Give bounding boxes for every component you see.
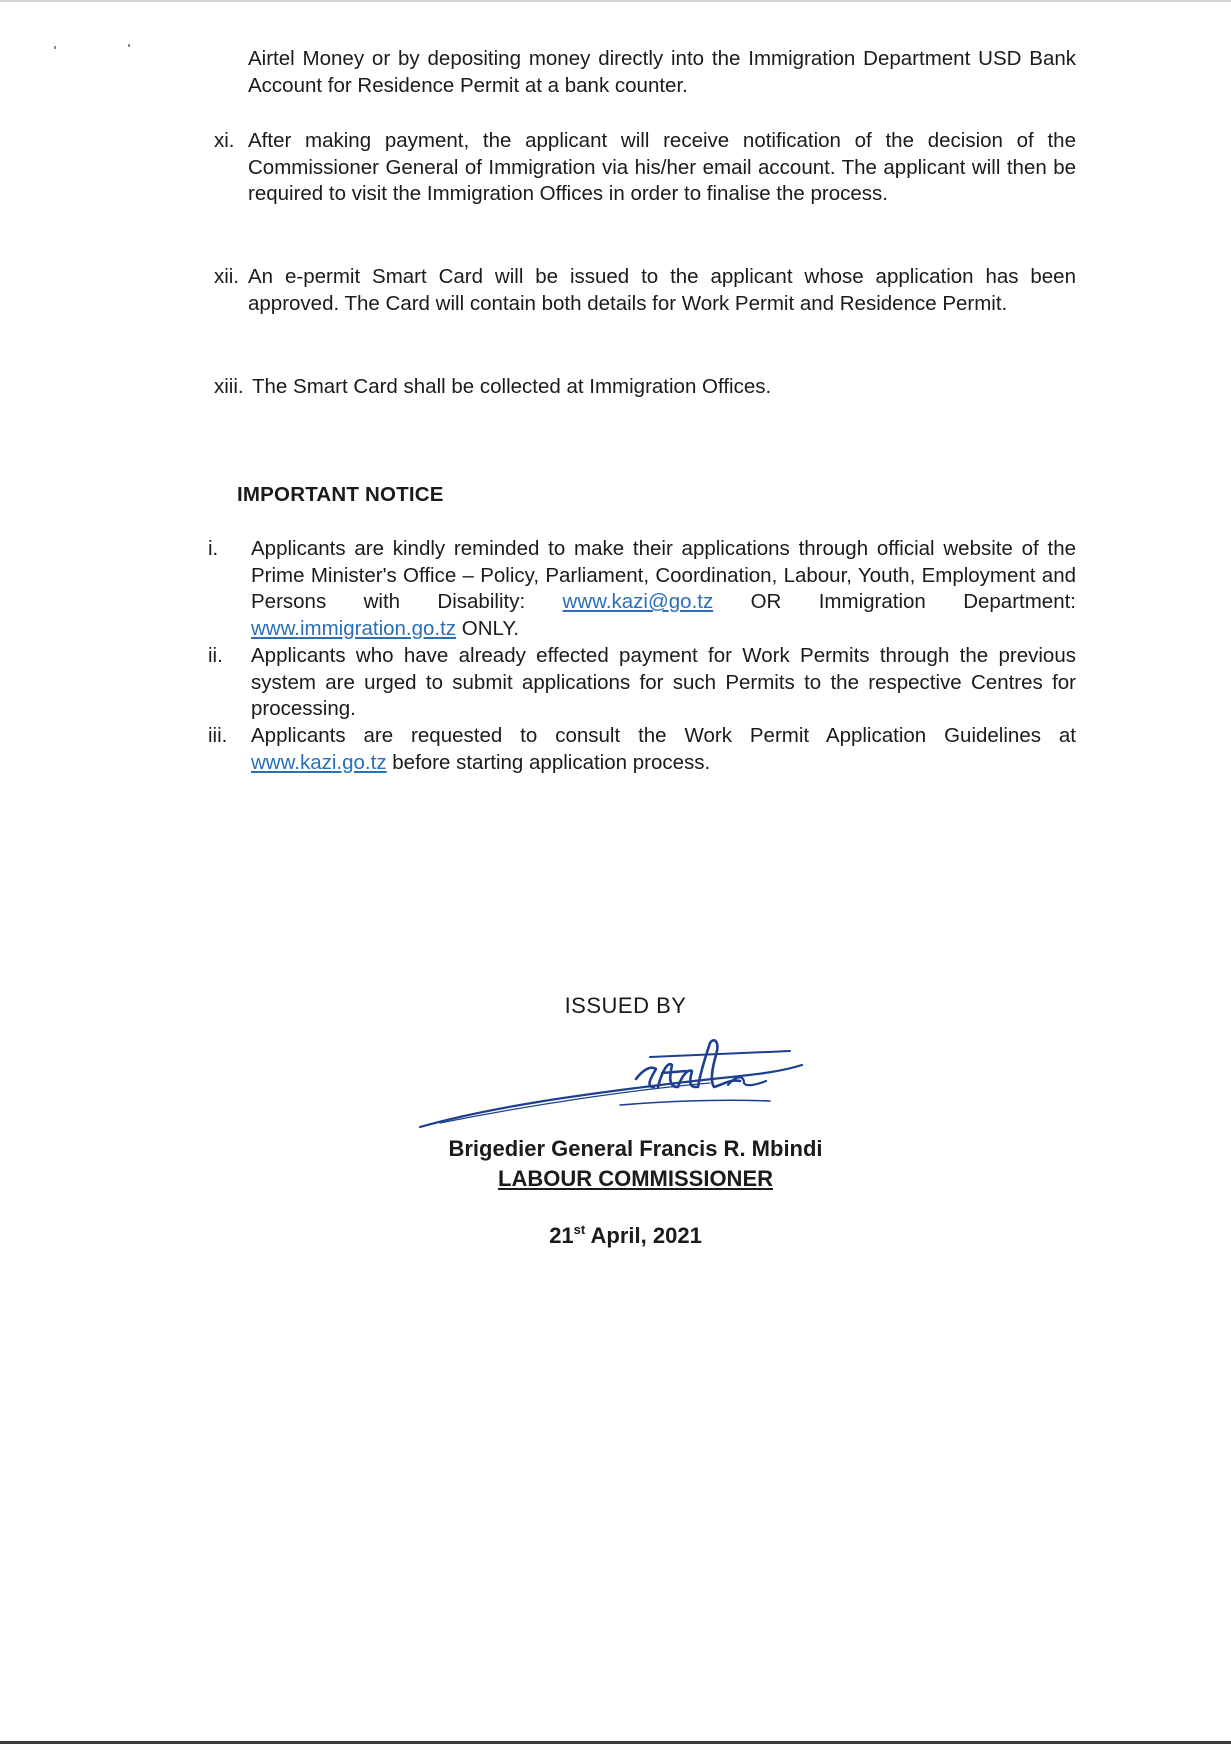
kazi-website-link[interactable]: www.kazi.go.tz [251, 750, 387, 774]
signature-image [410, 1035, 810, 1135]
important-notice-heading: IMPORTANT NOTICE [237, 483, 444, 506]
issue-date [0, 1223, 1231, 1249]
scan-speck [128, 44, 130, 47]
immigration-website-link[interactable]: www.immigration.go.tz [251, 616, 457, 640]
step-number: xii. [214, 265, 240, 288]
signer-title: LABOUR COMMISSIONER [498, 1166, 773, 1191]
notice-text-part: before starting application process. [386, 750, 711, 774]
notice-text-part: OR Immigration Department: [713, 590, 1076, 613]
signer-name: Brigedier General Francis R. Mbindi [448, 1136, 823, 1161]
notice-text-part: ONLY. [456, 616, 520, 640]
notice-number: iii. [208, 724, 228, 747]
kazi-email-link[interactable]: www.kazi@go.tz [562, 590, 714, 613]
date-rest: April, 2021 [585, 1223, 702, 1248]
notice-text: Applicants who have already effected payment for Work Permits through the previous system are urged to submit applications for such Permits to the respective Centres for processing. [251, 644, 1076, 720]
date-suffix: st [573, 1222, 586, 1237]
notice-text-part: Applicants are requested to consult the Work Permit Application Guidelines at [251, 724, 1076, 747]
notice-text [251, 723, 1076, 776]
step-number: xiii. [214, 375, 244, 398]
scan-speck [54, 46, 56, 49]
step-text: An e-permit Smart Card will be issued to the applicant whose application has been approved. The Card will contain both details for Work Permit and Residence Permit. [248, 265, 1076, 315]
step-text: The Smart Card shall be collected at Immigration Offices. [252, 375, 772, 398]
step-number: xi. [214, 129, 235, 152]
date-day: 21 [549, 1223, 574, 1248]
notice-text [251, 536, 1076, 642]
notice-number: ii. [208, 644, 223, 667]
notice-text-part: Applicants are kindly reminded to make their applications through official website of the Prime Minister's Office – Policy, Parliament, Coordination, Labour, Youth, Employment and Persons with Disability: [251, 537, 1076, 613]
step-text: After making payment, the applicant will receive notification of the decision of the Commissioner General of Immigration via his/her email account. The applicant will then be required to visit the Immigration Offices in order to finalise the process. [248, 129, 1076, 205]
continuation-paragraph: Airtel Money or by depositing money directly into the Immigration Department USD Bank Account for Residence Permit at a bank counter. [248, 47, 1076, 97]
notice-number: i. [208, 537, 219, 560]
top-border [0, 0, 1231, 2]
issued-by-label: ISSUED BY [564, 993, 687, 1018]
